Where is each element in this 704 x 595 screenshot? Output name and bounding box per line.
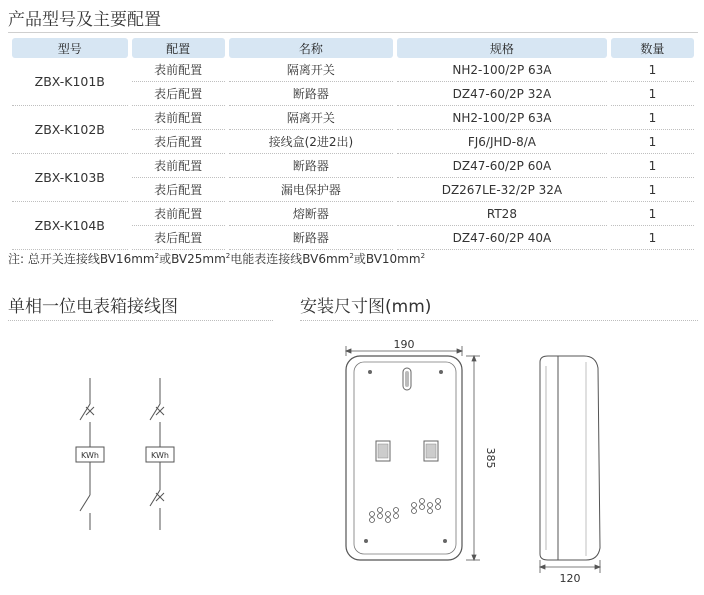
name-cell: 隔离开关 (229, 58, 393, 82)
note-text: 或BV10mm (353, 252, 421, 266)
config-cell: 表后配置 (132, 130, 225, 154)
qty-cell: 1 (611, 82, 694, 106)
spec-cell: FJ6/JHD-8/A (397, 130, 607, 154)
page-title: 产品型号及主要配置 (8, 10, 161, 30)
col-config: 配置 (132, 38, 225, 58)
spec-cell: DZ47-60/2P 60A (397, 154, 607, 178)
config-cell: 表后配置 (132, 178, 225, 202)
col-spec: 规格 (397, 38, 607, 58)
model-cell: ZBX-K103B (12, 154, 128, 202)
note-text: 或BV25mm (159, 252, 226, 266)
config-cell: 表前配置 (132, 202, 225, 226)
model-cell: ZBX-K102B (12, 106, 128, 154)
col-qty: 数量 (611, 38, 694, 58)
note-text: 注: 总开关连接线BV16mm (8, 252, 155, 266)
name-cell: 断路器 (229, 82, 393, 106)
height-dimension: 385 (484, 447, 497, 469)
spec-cell: DZ47-60/2P 40A (397, 226, 607, 250)
width-dimension: 190 (393, 338, 415, 351)
qty-cell: 1 (611, 106, 694, 130)
qty-cell: 1 (611, 58, 694, 82)
config-cell: 表后配置 (132, 82, 225, 106)
name-cell: 接线盒(2进2出) (229, 130, 393, 154)
col-model: 型号 (12, 38, 128, 58)
qty-cell: 1 (611, 154, 694, 178)
kwh-label: KWh (151, 451, 169, 460)
col-name: 名称 (229, 38, 393, 58)
model-cell: ZBX-K101B (12, 58, 128, 106)
note-superscript: 2 (225, 252, 231, 260)
name-cell: 熔断器 (229, 202, 393, 226)
config-cell: 表前配置 (132, 106, 225, 130)
name-cell: 断路器 (229, 154, 393, 178)
model-cell: ZBX-K104B (12, 202, 128, 250)
config-cell: 表后配置 (132, 226, 225, 250)
qty-cell: 1 (611, 226, 694, 250)
qty-cell: 1 (611, 178, 694, 202)
qty-cell: 1 (611, 202, 694, 226)
enclosure-front-view (346, 356, 462, 560)
name-cell: 漏电保护器 (229, 178, 393, 202)
config-cell: 表前配置 (132, 58, 225, 82)
wiring-diagram-title: 单相一位电表箱接线图 (8, 297, 178, 317)
config-cell: 表前配置 (132, 154, 225, 178)
depth-dimension: 120 (559, 572, 581, 585)
spec-cell: RT28 (397, 202, 607, 226)
kwh-label: KWh (81, 451, 99, 460)
note-superscript: 2 (420, 252, 426, 260)
note-text: 电能表连接线BV6mm (230, 252, 350, 266)
note-superscript: 2 (349, 252, 354, 260)
spec-cell: DZ267LE-32/2P 32A (397, 178, 607, 202)
enclosure-side-view (540, 356, 600, 560)
spec-cell: NH2-100/2P 63A (397, 106, 607, 130)
spec-cell: DZ47-60/2P 32A (397, 82, 607, 106)
qty-cell: 1 (611, 130, 694, 154)
name-cell: 隔离开关 (229, 106, 393, 130)
note-superscript: 2 (154, 252, 160, 260)
spec-cell: NH2-100/2P 63A (397, 58, 607, 82)
name-cell: 断路器 (229, 226, 393, 250)
dimension-diagram-title: 安装尺寸图(mm) (300, 297, 432, 317)
